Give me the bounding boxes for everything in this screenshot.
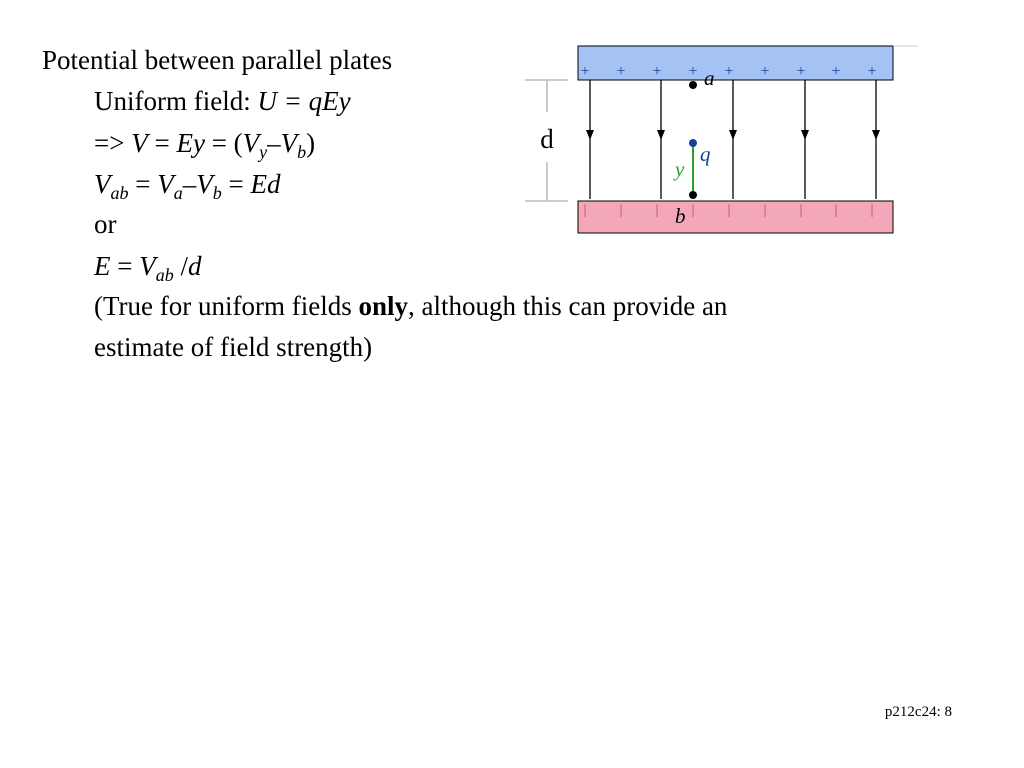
vab-formula-line: $V_{ab} = V_a-V_b = Ed$ xyxy=(94,169,281,203)
slide-heading: Potential between parallel plates xyxy=(42,45,393,75)
label-a: a xyxy=(704,66,715,90)
or-line: or xyxy=(94,209,117,239)
plus-sign-2: + xyxy=(616,63,626,80)
field-arrow-5 xyxy=(872,130,880,140)
minus-sign-8: | xyxy=(834,203,838,218)
plus-sign-8: + xyxy=(831,63,841,80)
plus-sign-3: + xyxy=(652,63,662,80)
minus-sign-9: | xyxy=(870,203,874,218)
minus-sign-3: | xyxy=(655,203,659,218)
minus-sign-7: | xyxy=(799,203,803,218)
label-b: b xyxy=(675,204,686,228)
plus-sign-7: + xyxy=(796,63,806,80)
field-arrow-4 xyxy=(801,130,809,140)
point-b xyxy=(689,191,697,199)
point-q xyxy=(689,139,697,147)
field-arrow-1 xyxy=(586,130,594,140)
negative-plate xyxy=(578,201,893,233)
label-d: d xyxy=(540,124,554,154)
plus-sign-9: + xyxy=(867,63,877,80)
field-arrow-3 xyxy=(729,130,737,140)
note-line-2: estimate of field strength) xyxy=(94,332,373,362)
field-arrow-2 xyxy=(657,130,665,140)
plus-sign-6: + xyxy=(760,63,770,80)
minus-sign-2: | xyxy=(619,203,623,218)
potential-formula-line: => $V = Ey = (V_y-V_b)$ xyxy=(94,128,316,162)
plus-sign-1: + xyxy=(580,63,590,80)
note-line-1: (True for uniform fields only, although this can provide an xyxy=(94,291,728,321)
slide-footer: p212c24: 8 xyxy=(884,704,952,720)
uniform-field-line: Uniform field: U = qEy xyxy=(94,86,351,116)
point-a xyxy=(689,81,697,89)
label-y: y xyxy=(675,157,685,181)
plus-sign-4: + xyxy=(688,63,698,80)
minus-sign-6: | xyxy=(763,203,767,218)
minus-sign-1: | xyxy=(583,203,587,218)
field-formula-line: $E = V_{ab}$ /d xyxy=(94,251,202,285)
minus-sign-4: | xyxy=(691,203,695,218)
minus-sign-5: | xyxy=(727,203,731,218)
plus-sign-5: + xyxy=(724,63,734,80)
label-q: q xyxy=(700,142,711,166)
